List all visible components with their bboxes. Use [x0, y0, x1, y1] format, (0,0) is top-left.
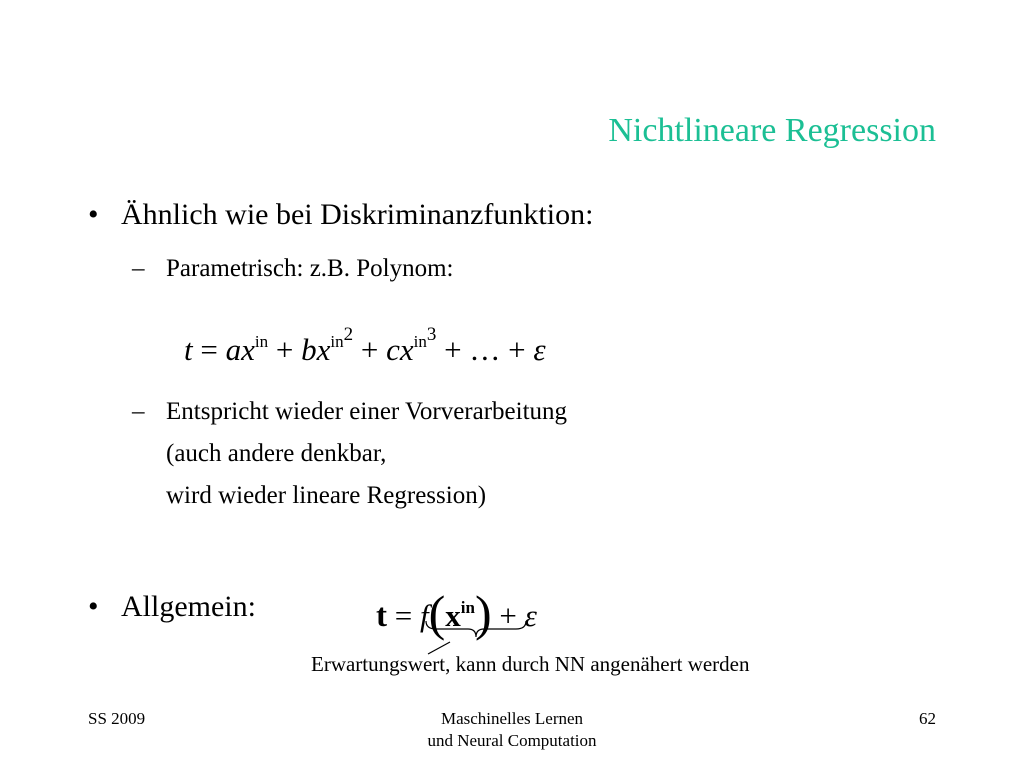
sub-bullet-preprocessing-line3: wird wieder lineare Regression) — [166, 482, 487, 509]
sub-bullet-marker: – — [132, 255, 145, 282]
sub-bullet-preprocessing-line1: Entspricht wieder einer Vorverarbeitung — [166, 398, 568, 425]
sub-bullet-parametric: Parametrisch: z.B. Polynom: — [166, 255, 454, 282]
general-equation: $t = f(x^{in}) + \varepsilon$ — [376, 585, 537, 641]
bullet-marker: • — [88, 590, 99, 623]
sub-bullet-preprocessing-line2: (auch andere denkbar, — [166, 440, 387, 467]
bullet-text-general: Allgemein: — [121, 590, 256, 623]
footer-page-number: 62 — [919, 709, 936, 728]
polynomial-equation: $t = ax^{in} + bx^{in2} + cx^{in3}$ + … + ε — [184, 324, 546, 367]
footer-semester: SS 2009 — [88, 709, 146, 728]
bullet-marker: • — [88, 198, 99, 231]
slide-title: Nichtlineare Regression — [608, 112, 936, 149]
footer-course-line1: Maschinelles Lernen — [440, 709, 584, 728]
expectation-annotation: Erwartungswert, kann durch NN angenähert werden — [311, 652, 750, 676]
sub-bullet-marker: – — [132, 398, 145, 425]
footer-course-line2: und Neural Computation — [427, 731, 597, 750]
bullet-text-similar: Ähnlich wie bei Diskriminanzfunktion: — [121, 198, 594, 231]
